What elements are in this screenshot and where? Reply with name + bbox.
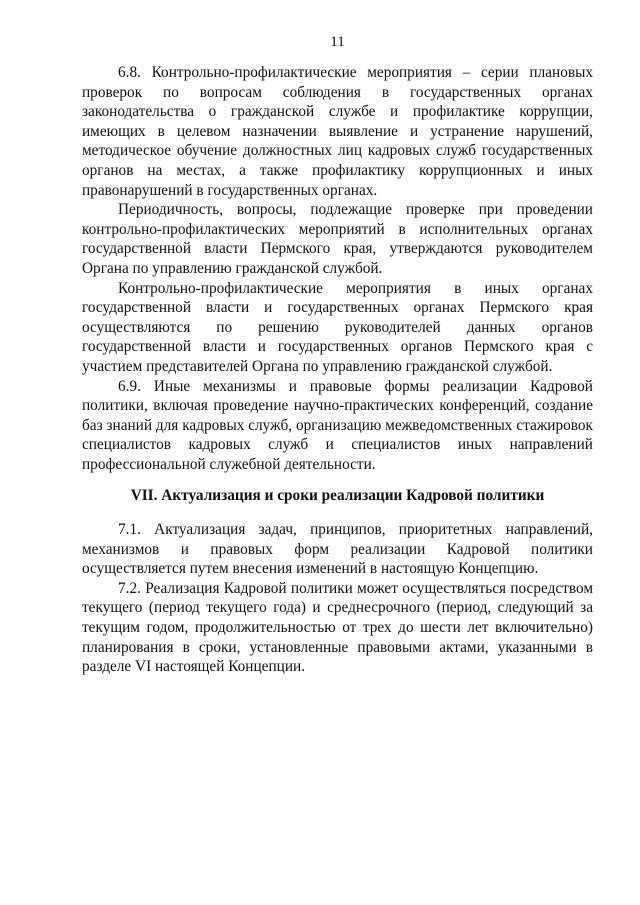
section-heading-vii: VII. Актуализация и сроки реализации Кадровой политики [130,487,545,505]
paragraph-7-1: 7.1. Актуализация задач, принципов, приоритетных направлений, механизмов и правовых форм реализации Кадровой политики осуществляется путем внесения изменений в настоящую Концепцию. [82,521,593,578]
paragraph-periodicity: Периодичность, вопросы, подлежащие проверке при проведении контрольно-профилактических мероприятий в исполнительных органах государственной власти Пермского края, утверждаются руководителем Органа по управлению гражданской службой. [82,201,593,277]
paragraph-6-8: 6.8. Контрольно-профилактические мероприятия – серии плановых проверок по вопросам соблюдения в государственных органах законодательства о гражданской службе и профилактике коррупции, имеющих в целевом назначении выявление и устранение нарушений, методическое обучение должностных лиц кадровых служб государственных органов на местах, а также профилактику коррупционных и иных правонарушений в государственных органах. [82,64,593,199]
paragraph-7-2: 7.2. Реализация Кадровой политики может осуществляться посредством текущего (период текущего года) и среднесрочного (период, следующий за текущим годом, продолжительностью от трех до шести лет включительно) планирования в сроки, установленные правовыми актами, указанными в разделе VI настоящей Концепции. [82,579,593,676]
paragraph-6-9: 6.9. Иные механизмы и правовые формы реализации Кадровой политики, включая проведение научно-практических конференций, создание баз знаний для кадровых служб, организацию межведомственных стажировок специалистов кадровых служб и специалистов иных направлений профессиональной служебной деятельности. [82,377,593,473]
paragraph-control-measures: Контрольно-профилактические мероприятия в иных органах государственной власти и государственных органах Пермского края осуществляются по решению руководителей данных органов государственной власти и государственных органов Пермского края с участием представителей Органа по управлению гражданской службой. [82,279,593,375]
page-number: 11 [330,34,345,50]
